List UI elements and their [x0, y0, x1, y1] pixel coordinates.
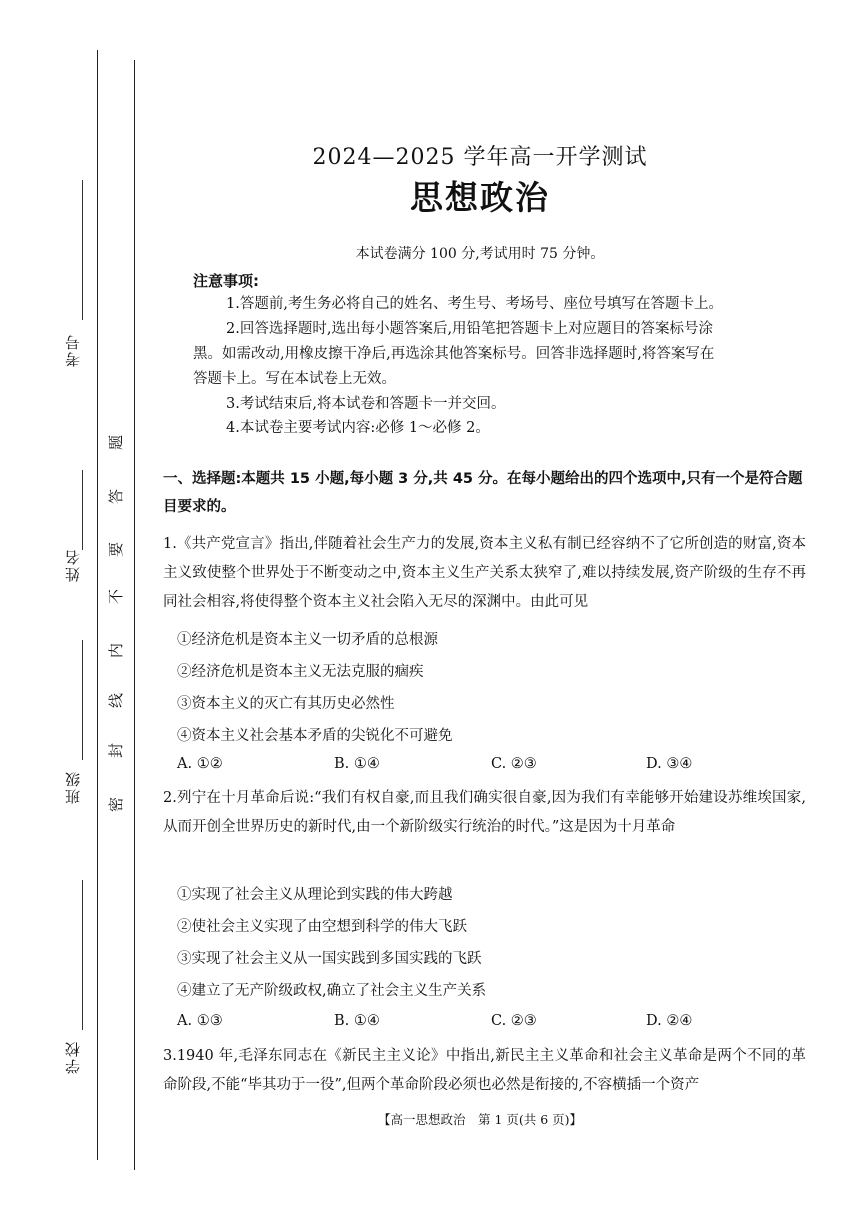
statement: ④资本主义社会基本矛盾的尖锐化不可避免 [177, 728, 453, 744]
notice-item: 黑。如需改动,用橡皮擦干净后,再选涂其他答案标号。回答非选择题时,将答案写在 [193, 346, 715, 362]
statement: ③资本主义的灭亡有其历史必然性 [177, 696, 395, 712]
statement: ②经济危机是资本主义无法克服的痼疾 [177, 664, 424, 680]
school-line [82, 880, 83, 1030]
choice-a[interactable]: A. ①③ [177, 1013, 223, 1029]
notice-item: 1.答题前,考生务必将自己的姓名、考生号、考场号、座位号填写在答题卡上。 [226, 296, 723, 312]
statement: ①实现了社会主义从理论到实践的伟大跨越 [177, 887, 453, 903]
choice-d[interactable]: D. ③④ [646, 756, 693, 772]
question-stem: 3.1940 年,毛泽东同志在《新民主主义论》中指出,新民主主义革命和社会主义革命是两个不同的革命阶段,不能“毕其功于一役”,但两个革命阶段必须也必然是衔接的,不容横插一个资产 [163, 1048, 806, 1093]
seal-char: 内 [107, 642, 126, 659]
choice-a[interactable]: A. ①② [177, 756, 223, 772]
choice-c[interactable]: C. ②③ [491, 756, 537, 772]
notice-item: 2.回答选择题时,选出每小题答案后,用铅笔把答题卡上对应题目的答案标号涂 [226, 321, 714, 337]
class-line [82, 640, 83, 760]
choice-c[interactable]: C. ②③ [491, 1013, 537, 1029]
notice-item: 3.考试结束后,将本试卷和答题卡一并交回。 [226, 396, 506, 412]
page-footer: 【高一思想政治 第 1 页(共 6 页)】 [377, 1112, 583, 1127]
margin-line-inner [134, 60, 135, 1170]
exam-info: 本试卷满分 100 分,考试用时 75 分钟。 [355, 246, 605, 262]
margin-line-outer [97, 50, 98, 1160]
choice-d[interactable]: D. ②④ [646, 1013, 693, 1029]
statement: ①经济危机是资本主义一切矛盾的总根源 [177, 632, 438, 648]
exam-number-label: 考号 [64, 333, 82, 367]
subject-title: 思想政治 [410, 178, 550, 217]
choice-b[interactable]: B. ①④ [334, 756, 380, 772]
notice-item: 答题卡上。写在本试卷上无效。 [193, 371, 396, 387]
section-heading: 一、选择题:本题共 15 小题,每小题 3 分,共 45 分。在每小题给出的四个选项中,只有一个是符合题目要求的。 [163, 471, 803, 515]
statement: ②使社会主义实现了由空想到科学的伟大飞跃 [177, 919, 467, 935]
name-line [82, 470, 83, 550]
statement: ④建立了无产阶级政权,确立了社会主义生产关系 [177, 983, 487, 999]
name-label: 姓名 [64, 548, 82, 582]
seal-char: 题 [107, 434, 126, 451]
seal-char: 不 [107, 588, 126, 605]
seal-char: 要 [107, 541, 126, 558]
statement: ③实现了社会主义从一国实践到多国实践的飞跃 [177, 951, 482, 967]
seal-char: 答 [107, 488, 126, 505]
seal-char: 封 [107, 742, 126, 759]
choice-b[interactable]: B. ①④ [334, 1013, 380, 1029]
question-stem: 1.《共产党宣言》指出,伴随着社会生产力的发展,资本主义私有制已经容纳不了它所创造的财富,资本主义致使整个世界处于不断变动之中,资本主义生产关系太狭窄了,难以持续发展,资产阶级的生存不再同社会相容,将使得整个资本主义社会陷入无尽的深渊中。由此可见 [163, 536, 806, 610]
school-label: 学校 [64, 1040, 82, 1074]
class-label: 班级 [64, 770, 82, 804]
notice-title: 注意事项: [193, 272, 259, 290]
question-stem: 2.列宁在十月革命后说:“我们有权自豪,而且我们确实很自豪,因为我们有幸能够开始建设苏维埃国家,从而开创全世界历史的新时代,由一个新阶级实行统治的时代。”这是因为十月革命 [163, 790, 806, 835]
seal-char: 密 [107, 796, 126, 813]
exam-number-line [82, 180, 83, 320]
seal-char: 线 [107, 692, 126, 709]
exam-title: 2024—2025 学年高一开学测试 [312, 145, 648, 170]
notice-item: 4.本试卷主要考试内容:必修 1～必修 2。 [226, 420, 490, 436]
